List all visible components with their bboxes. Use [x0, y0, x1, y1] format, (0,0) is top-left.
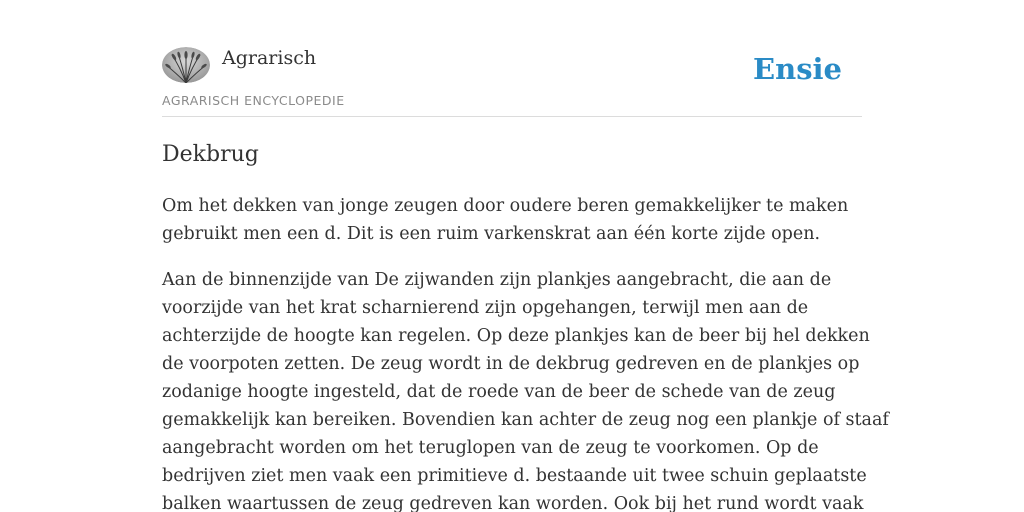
wheat-icon[interactable]: [162, 47, 210, 83]
site-subtitle[interactable]: AGRARISCH ENCYCLOPEDIE: [162, 93, 345, 108]
text-line: bedrijven ziet men vaak een primitieve d. bestaande uit twee schuin geplaatste: [162, 466, 867, 486]
page-title: Dekbrug: [162, 142, 259, 167]
text-line: gemakkelijk kan bereiken. Bovendien kan achter de zeug nog een plankje of staaf: [162, 410, 889, 430]
text-line: Aan de binnenzijde van De zijwanden zijn plankjes aangebracht, die aan de: [162, 270, 832, 290]
text-line: achterzijde de hoogte kan regelen. Op deze plankjes kan de beer bij hel dekken: [162, 326, 870, 346]
site-header: [162, 0, 862, 117]
text-line: balken waartussen de zeug gedreven kan worden. Ook bij het rund wordt vaak: [162, 494, 864, 512]
article-paragraph: [162, 192, 862, 248]
article-body: [162, 192, 889, 512]
text-line: gebruikt men een d. Dit is een ruim varkenskrat aan één korte zijde open.: [162, 224, 821, 244]
article-paragraph: [162, 266, 889, 512]
text-line: voorzijde van het krat scharnierend zijn opgehangen, terwijl men aan de: [162, 298, 809, 318]
text-line: zodanige hoogte ingesteld, dat de roede van de beer de schede van de zeug: [162, 382, 836, 402]
site-name[interactable]: Agrarisch: [222, 47, 317, 69]
text-line: aangebracht worden om het teruglopen van de zeug te voorkomen. Op de: [162, 438, 819, 458]
text-line: de voorpoten zetten. De zeug wordt in de dekbrug gedreven en de plankjes op: [162, 354, 860, 374]
text-line: Om het dekken van jonge zeugen door oudere beren gemakkelijker te maken: [162, 196, 849, 216]
brand-logo-link[interactable]: Ensie: [753, 52, 842, 86]
